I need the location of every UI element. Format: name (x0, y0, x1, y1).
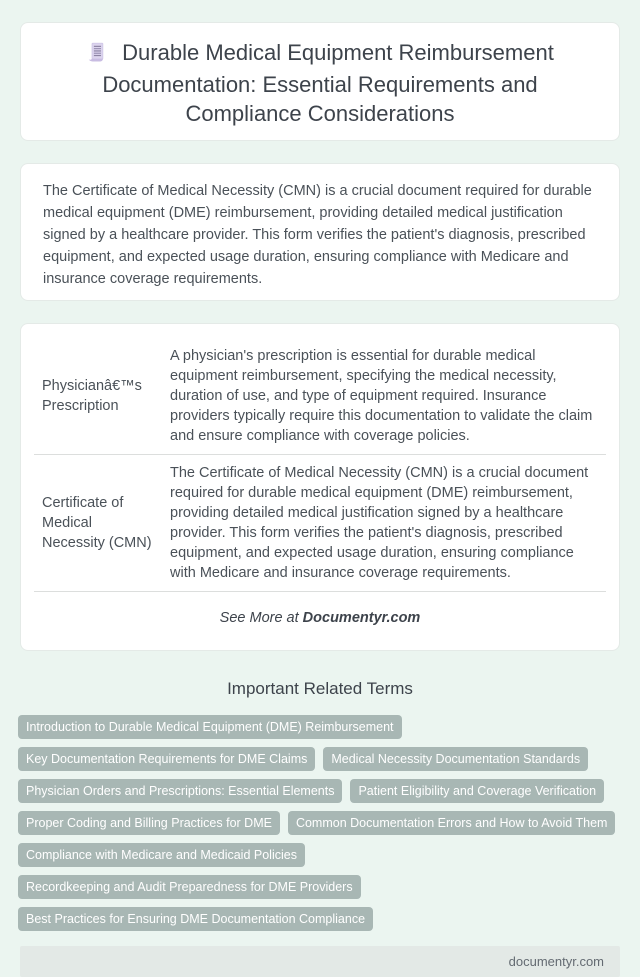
related-terms-heading: Important Related Terms (227, 679, 413, 698)
summary-card (20, 163, 620, 301)
footer-bar (20, 946, 620, 977)
related-term-tag[interactable]: Patient Eligibility and Coverage Verification (350, 779, 604, 803)
related-term-tag[interactable]: Best Practices for Ensuring DME Documentation Compliance (18, 907, 373, 931)
summary-text: The Certificate of Medical Necessity (CMN) is a crucial document required for durable medical equipment (DME) reimbursement, providing detailed medical justification signed by a healthcare provider. This form verifies the patient's diagnosis, prescribed equipment, and expected usage duration, ensuring compliance with Medicare and insurance coverage requirements. (43, 183, 592, 287)
receipt-icon (86, 41, 108, 70)
see-more-text: See More at (219, 610, 303, 626)
description-cell: A physician's prescription is essential for durable medical equipment reimbursement, specifying the medical necessity, duration of use, and type of equipment required. Insurance providers typically require this documentation to validate the claim and ensure compliance with coverage policies. (162, 338, 606, 455)
term-cell: Physicianâ€™s Prescription (34, 338, 162, 455)
related-term-tag[interactable]: Recordkeeping and Audit Preparedness for DME Providers (18, 875, 361, 899)
related-term-tag[interactable]: Common Documentation Errors and How to Avoid Them (288, 811, 616, 835)
title-card (20, 22, 620, 141)
see-more-line (34, 608, 606, 628)
terms-table-body (34, 338, 606, 592)
terms-table (34, 338, 606, 592)
related-term-tag[interactable]: Introduction to Durable Medical Equipment (DME) Reimbursement (18, 715, 402, 739)
related-term-tag[interactable]: Proper Coding and Billing Practices for DME (18, 811, 280, 835)
page-title (61, 38, 579, 128)
term-cell: Certificate of Medical Necessity (CMN) (34, 455, 162, 592)
related-terms-list (18, 715, 622, 931)
description-cell: The Certificate of Medical Necessity (CMN) is a crucial document required for durable medical equipment (DME) reimbursement, providing detailed medical justification signed by a healthcare provider. This form verifies the patient's diagnosis, prescribed equipment, and expected usage duration, ensuring compliance with Medicare and insurance coverage requirements. (162, 455, 606, 592)
table-row (34, 338, 606, 455)
related-term-tag[interactable]: Compliance with Medicare and Medicaid Policies (18, 843, 305, 867)
footer-site-label: documentyr.com (508, 954, 604, 969)
glossary-card (20, 323, 620, 651)
related-term-tag[interactable]: Physician Orders and Prescriptions: Essential Elements (18, 779, 342, 803)
table-row (34, 455, 606, 592)
related-term-tag[interactable]: Medical Necessity Documentation Standards (323, 747, 588, 771)
page-title-text: Durable Medical Equipment Reimbursement Documentation: Essential Requirements and Compliance Considerations (102, 40, 554, 126)
see-more-site: Documentyr.com (302, 610, 421, 626)
related-term-tag[interactable]: Key Documentation Requirements for DME Claims (18, 747, 315, 771)
